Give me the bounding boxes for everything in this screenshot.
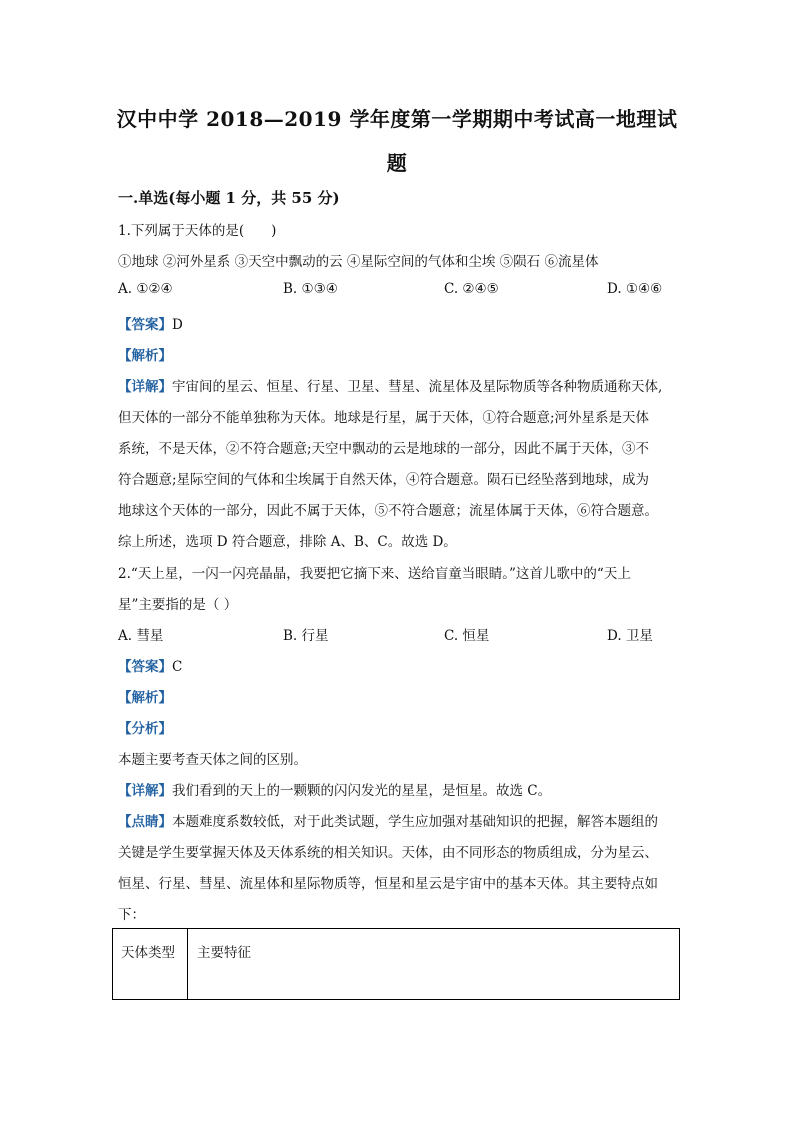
q1-answer bbox=[118, 313, 183, 333]
q1-analysis bbox=[118, 344, 172, 364]
q1-detail-line: 但天体的一部分不能单独称为天体。地球是行星，属于天体，①符合题意;河外星系是天体 bbox=[118, 410, 650, 426]
q2-dianjing-line: 恒星、行星、彗星、流星体和星际物质等，恒星和星云是宇宙中的基本天体。其主要特点如 bbox=[118, 876, 658, 892]
q2-fenxi-text: 本题主要考查天体之间的区别。 bbox=[118, 752, 307, 768]
dianjing-tag: 【点睛】 bbox=[118, 814, 172, 830]
answer-tag: 【答案】 bbox=[118, 659, 172, 675]
q2-option-d: D. 卫星 bbox=[607, 628, 653, 644]
q2-option-c: C. 恒星 bbox=[444, 628, 490, 644]
q1-option-a: A. ①②④ bbox=[118, 281, 173, 297]
detail-text: 宇宙间的星云、恒星、行星、卫星、彗星、流星体及星际物质等各种物质通称天体, bbox=[172, 379, 663, 395]
section-heading: 一.单选(每小题 1 分，共 55 分) bbox=[118, 189, 340, 207]
dianjing-text: 本题难度系数较低，对于此类试题，学生应加强对基础知识的把握，解答本题组的 bbox=[172, 814, 658, 830]
q2-analysis bbox=[118, 686, 172, 706]
q1-detail-line: 符合题意;星际空间的气体和尘埃属于自然天体，④符合题意。陨石已经坠落到地球，成为 bbox=[118, 472, 650, 488]
q2-option-b: B. 行星 bbox=[283, 628, 329, 644]
q2-fenxi bbox=[118, 717, 172, 737]
q2-option-a: A. 彗星 bbox=[118, 628, 164, 644]
q1-detail-line: 地球这个天体的一部分，因此不属于天体，⑤不符合题意；流星体属于天体，⑥符合题意。 bbox=[118, 503, 658, 519]
table-header-features: 主要特征 bbox=[197, 945, 251, 961]
answer-tag: 【答案】 bbox=[118, 317, 172, 333]
detail-tag: 【详解】 bbox=[118, 379, 172, 395]
table-divider bbox=[187, 929, 188, 999]
answer-value: C bbox=[172, 659, 183, 675]
q1-option-c: C. ②④⑤ bbox=[444, 281, 499, 297]
answer-value: D bbox=[172, 317, 183, 333]
q1-option-d: D. ①④⑥ bbox=[607, 281, 663, 297]
q2-detail bbox=[118, 779, 551, 799]
q2-stem: 星”主要指的是（ ） bbox=[118, 597, 238, 613]
page-title: 汉中中学 2018—2019 学年度第一学期期中考试高一地理试 bbox=[116, 107, 678, 131]
q2-dianjing-line: 关键是学生要掌握天体及天体系统的相关知识。天体，由不同形态的物质组成，分为星云、 bbox=[118, 845, 658, 861]
q1-detail-line bbox=[118, 375, 662, 395]
q1-stem: 1.下列属于天体的是( ) bbox=[118, 223, 277, 239]
q2-stem: 2.“天上星，一闪一闪亮晶晶，我要把它摘下来、送给盲童当眼睛。”这首儿歌中的“天上 bbox=[118, 566, 631, 582]
q1-detail-line: 系统，不是天体，②不符合题意;天空中飘动的云是地球的一部分，因此不属于天体，③不 bbox=[118, 441, 650, 457]
q2-answer bbox=[118, 655, 182, 675]
q2-dianjing bbox=[118, 810, 658, 830]
analysis-tag: 【解析】 bbox=[118, 348, 172, 364]
table-header-type: 天体类型 bbox=[121, 945, 175, 961]
q2-dianjing-line: 下： bbox=[118, 907, 145, 923]
analysis-tag: 【解析】 bbox=[118, 690, 172, 706]
q1-items: ①地球 ②河外星系 ③天空中飘动的云 ④星际空间的气体和尘埃 ⑤陨石 ⑥流星体 bbox=[118, 254, 599, 270]
q1-option-b: B. ①③④ bbox=[283, 281, 338, 297]
detail-text: 我们看到的天上的一颗颗的闪闪发光的星星，是恒星。故选 C。 bbox=[172, 783, 552, 799]
detail-tag: 【详解】 bbox=[118, 783, 172, 799]
celestial-body-table bbox=[112, 928, 680, 1000]
page-title-continued: 题 bbox=[386, 151, 408, 175]
q1-detail-line: 综上所述，选项 D 符合题意，排除 A、B、C。故选 D。 bbox=[118, 534, 457, 550]
fenxi-tag: 【分析】 bbox=[118, 721, 172, 737]
